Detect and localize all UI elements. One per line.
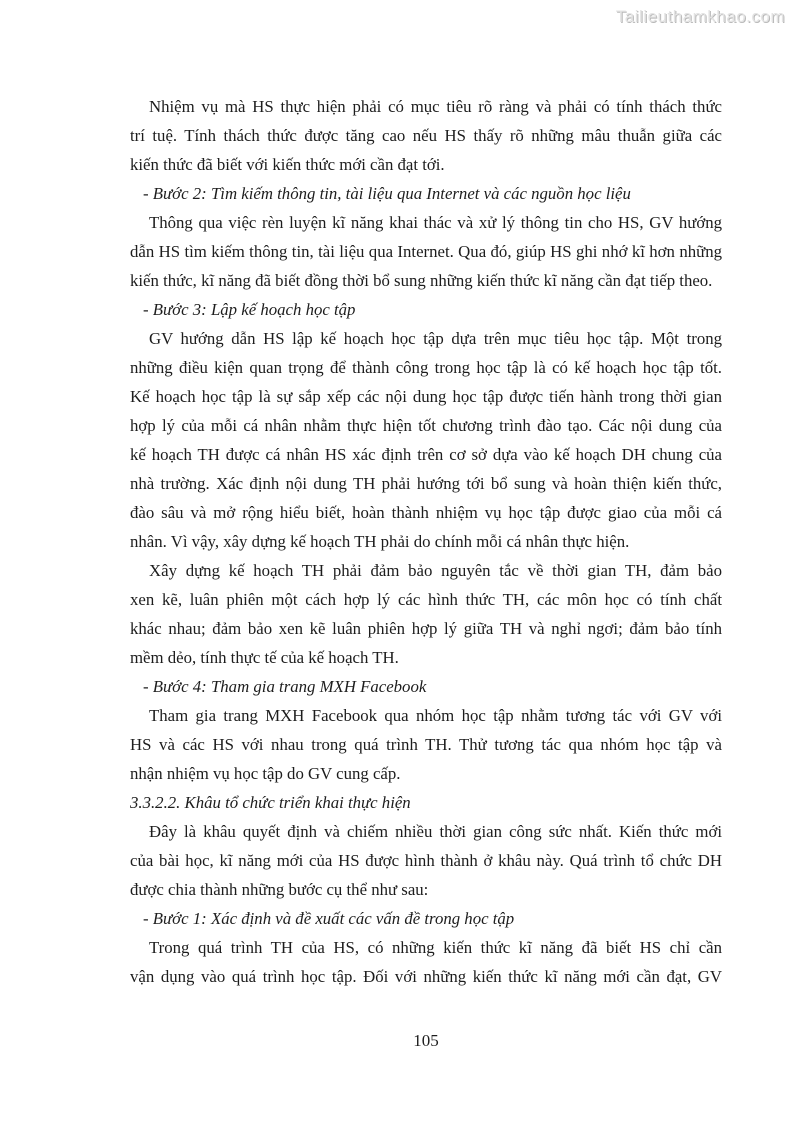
paragraph-line: GV hướng dẫn HS lập kế hoạch học tập dựa trên mục tiêu học tập. Một trong bbox=[149, 329, 722, 348]
paragraph-line: nhà trường. Xác định nội dung TH phải hướng tới bổ sung và hoàn thiện kiến thức, bbox=[130, 474, 722, 493]
paragraph-line: Nhiệm vụ mà HS thực hiện phải có mục tiêu rõ ràng và phải có tính thách thức bbox=[149, 97, 722, 116]
paragraph-line: nhân. Vì vậy, xây dựng kế hoạch TH phải do chính mỗi cá nhân thực hiện. bbox=[130, 532, 630, 551]
paragraph bbox=[130, 701, 722, 788]
step-heading: - Bước 1: Xác định và đề xuất các vấn đề trong học tập bbox=[143, 909, 515, 928]
step-heading: - Bước 2: Tìm kiếm thông tin, tài liệu qua Internet và các nguồn học liệu bbox=[143, 184, 631, 203]
paragraph-line: Thông qua việc rèn luyện kĩ năng khai thác và xử lý thông tin cho HS, GV hướng bbox=[149, 213, 722, 232]
paragraph-line: dẫn HS tìm kiếm thông tin, tài liệu qua Internet. Qua đó, giúp HS ghi nhớ kĩ hơn những bbox=[130, 242, 722, 261]
paragraph-line: vận dụng vào quá trình học tập. Đối với những kiến thức kĩ năng mới cần đạt, GV bbox=[130, 967, 722, 986]
paragraph-line: Xây dựng kế hoạch TH phải đảm bảo nguyên tắc về thời gian TH, đảm bảo bbox=[149, 561, 722, 580]
paragraph-line: của bài học, kĩ năng mới của HS được hình thành ở khâu này. Quá trình tổ chức DH bbox=[130, 851, 722, 870]
paragraph-line: đào sâu và mở rộng hiểu biết, hoàn thành nhiệm vụ học tập được giao của mỗi cá bbox=[130, 503, 722, 522]
paragraph-line: Tham gia trang MXH Facebook qua nhóm học tập nhằm tương tác với GV với bbox=[149, 706, 722, 725]
paragraph-line: kiến thức đã biết với kiến thức mới cần đạt tới. bbox=[130, 155, 445, 174]
paragraph-line: nhận nhiệm vụ học tập do GV cung cấp. bbox=[130, 764, 401, 783]
paragraph bbox=[130, 933, 722, 991]
paragraph-line: mềm dẻo, tính thực tế của kế hoạch TH. bbox=[130, 648, 399, 667]
paragraph-line: khác nhau; đảm bảo xen kẽ luân phiên hợp lý giữa TH và nghỉ ngơi; đảm bảo tính bbox=[130, 619, 722, 638]
paragraph bbox=[130, 208, 722, 295]
paragraph-line: kiến thức, kĩ năng đã biết đồng thời bổ sung những kiến thức kĩ năng cần đạt tiếp theo. bbox=[130, 271, 713, 290]
paragraph-line: kế hoạch TH được cá nhân HS xác định trên cơ sở dựa vào kế hoạch DH chung của bbox=[130, 445, 722, 464]
paragraph-line: xen kẽ, luân phiên một cách hợp lý các hình thức TH, các môn học có tính chất bbox=[130, 590, 722, 609]
paragraph-line: hợp lý của mỗi cá nhân nhằm thực hiện tốt chương trình đào tạo. Các nội dung của bbox=[130, 416, 722, 435]
paragraph-line: được chia thành những bước cụ thể như sau: bbox=[130, 880, 429, 899]
paragraph bbox=[130, 817, 722, 904]
paragraph bbox=[130, 92, 722, 179]
watermark: Tailieuthamkhao.com bbox=[615, 7, 785, 26]
section-heading: 3.3.2.2. Khâu tổ chức triển khai thực hiện bbox=[130, 793, 411, 812]
page-content bbox=[130, 92, 722, 991]
paragraph-line: HS và các HS với nhau trong quá trình TH. Thử tương tác qua nhóm học tập và bbox=[130, 735, 722, 754]
paragraph-line: Đây là khâu quyết định và chiếm nhiều thời gian công sức nhất. Kiến thức mới bbox=[149, 822, 722, 841]
paragraph-line: những điều kiện quan trọng để thành công trong học tập là có kế hoạch học tập tốt. bbox=[130, 358, 722, 377]
paragraph bbox=[130, 556, 722, 672]
paragraph bbox=[130, 324, 722, 556]
paragraph-line: Kế hoạch học tập là sự sắp xếp các nội dung học tập được tiến hành trong thời gian bbox=[130, 387, 722, 406]
step-heading: - Bước 4: Tham gia trang MXH Facebook bbox=[143, 677, 427, 696]
step-heading: - Bước 3: Lập kế hoạch học tập bbox=[143, 300, 356, 319]
paragraph-line: Trong quá trình TH của HS, có những kiến thức kĩ năng đã biết HS chỉ cần bbox=[149, 938, 722, 957]
paragraph-line: trí tuệ. Tính thách thức được tăng cao nếu HS thấy rõ những mâu thuẫn giữa các bbox=[130, 126, 722, 145]
page-number: 105 bbox=[413, 1031, 439, 1050]
